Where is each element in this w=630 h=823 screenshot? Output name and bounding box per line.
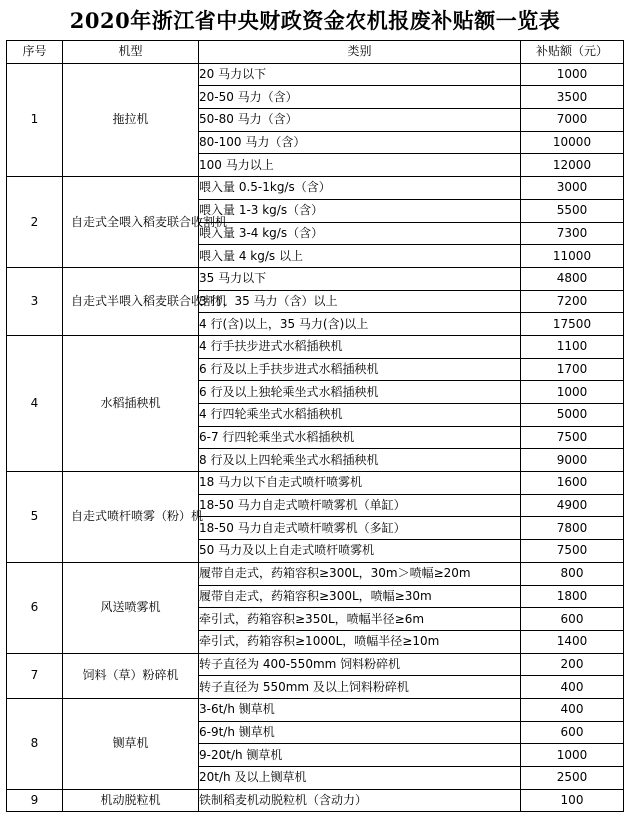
subsidy-cell: 1100 xyxy=(521,335,624,358)
category-cell: 喂入量 1-3 kg/s（含） xyxy=(199,199,521,222)
subsidy-cell: 3500 xyxy=(521,86,624,109)
category-cell: 4 行(含)以上，35 马力(含)以上 xyxy=(199,313,521,336)
category-cell: 4 行手扶步进式水稻插秧机 xyxy=(199,335,521,358)
subsidy-cell: 600 xyxy=(521,721,624,744)
category-cell: 履带自走式，药箱容积≥300L，喷幅≥30m xyxy=(199,585,521,608)
group-number: 8 xyxy=(7,698,63,789)
subsidy-cell: 7500 xyxy=(521,540,624,563)
subsidy-cell: 7500 xyxy=(521,426,624,449)
header-model: 机型 xyxy=(63,41,199,64)
group-number: 7 xyxy=(7,653,63,698)
category-cell: 50 马力及以上自走式喷杆喷雾机 xyxy=(199,540,521,563)
subsidy-cell: 100 xyxy=(521,789,624,812)
machine-model: 机动脱粒机 xyxy=(63,789,199,812)
subsidy-cell: 7200 xyxy=(521,290,624,313)
category-cell: 20 马力以下 xyxy=(199,63,521,86)
category-cell: 6-7 行四轮乘坐式水稻插秧机 xyxy=(199,426,521,449)
category-cell: 18 马力以下自走式喷杆喷雾机 xyxy=(199,472,521,495)
subsidy-cell: 11000 xyxy=(521,245,624,268)
subsidy-cell: 1700 xyxy=(521,358,624,381)
subsidy-cell: 1400 xyxy=(521,630,624,653)
category-cell: 80-100 马力（含） xyxy=(199,131,521,154)
subsidy-cell: 1800 xyxy=(521,585,624,608)
machine-model: 拖拉机 xyxy=(63,63,199,176)
group-number: 4 xyxy=(7,335,63,471)
subsidy-cell: 1000 xyxy=(521,381,624,404)
document-title: 2020年浙江省中央财政资金农机报废补贴额一览表 xyxy=(69,8,561,33)
table-row xyxy=(7,653,624,676)
category-cell: 20-50 马力（含） xyxy=(199,86,521,109)
category-cell: 18-50 马力自走式喷杆喷雾机（单缸） xyxy=(199,494,521,517)
machine-model: 自走式全喂入稻麦联合收割机 xyxy=(63,177,199,268)
group-number: 9 xyxy=(7,789,63,812)
group-number: 3 xyxy=(7,267,63,335)
subsidy-cell: 400 xyxy=(521,698,624,721)
subsidy-cell: 1000 xyxy=(521,63,624,86)
category-cell: 牵引式，药箱容积≥350L，喷幅半径≥6m xyxy=(199,608,521,631)
table-row xyxy=(7,698,624,721)
category-cell: 牵引式，药箱容积≥1000L，喷幅半径≥10m xyxy=(199,630,521,653)
table-row xyxy=(7,335,624,358)
table-header-row xyxy=(7,41,624,64)
table-row xyxy=(7,472,624,495)
machine-model: 铡草机 xyxy=(63,698,199,789)
subsidy-cell: 12000 xyxy=(521,154,624,177)
group-number: 6 xyxy=(7,562,63,653)
category-cell: 18-50 马力自走式喷杆喷雾机（多缸） xyxy=(199,517,521,540)
group-number: 1 xyxy=(7,63,63,176)
table-row xyxy=(7,789,624,812)
machine-model: 自走式喷杆喷雾（粉）机 xyxy=(63,472,199,563)
category-cell: 20t/h 及以上铡草机 xyxy=(199,767,521,790)
subsidy-cell: 400 xyxy=(521,676,624,699)
header-no: 序号 xyxy=(7,41,63,64)
subsidy-cell: 1600 xyxy=(521,472,624,495)
group-number: 5 xyxy=(7,472,63,563)
category-cell: 履带自走式，药箱容积≥300L，30m＞喷幅≥20m xyxy=(199,562,521,585)
table-row xyxy=(7,177,624,200)
machine-model: 风送喷雾机 xyxy=(63,562,199,653)
subsidy-cell: 5000 xyxy=(521,404,624,427)
category-cell: 35 马力以下 xyxy=(199,267,521,290)
table-row xyxy=(7,562,624,585)
subsidy-cell: 17500 xyxy=(521,313,624,336)
category-cell: 6 行及以上手扶步进式水稻插秧机 xyxy=(199,358,521,381)
table-body xyxy=(7,63,624,812)
category-cell: 8 行及以上四轮乘坐式水稻插秧机 xyxy=(199,449,521,472)
subsidy-cell: 7300 xyxy=(521,222,624,245)
category-cell: 50-80 马力（含） xyxy=(199,109,521,132)
category-cell: 转子直径为 400-550mm 饲料粉碎机 xyxy=(199,653,521,676)
machine-model: 饲料（草）粉碎机 xyxy=(63,653,199,698)
table-row xyxy=(7,267,624,290)
machine-model: 水稻插秧机 xyxy=(63,335,199,471)
header-category: 类别 xyxy=(199,41,521,64)
subsidy-cell: 4900 xyxy=(521,494,624,517)
category-cell: 9-20t/h 铡草机 xyxy=(199,744,521,767)
table-row xyxy=(7,63,624,86)
subsidy-table xyxy=(6,40,624,812)
category-cell: 3-6t/h 铡草机 xyxy=(199,698,521,721)
subsidy-cell: 2500 xyxy=(521,767,624,790)
category-cell: 喂入量 0.5-1kg/s（含） xyxy=(199,177,521,200)
category-cell: 6 行及以上独轮乘坐式水稻插秧机 xyxy=(199,381,521,404)
subsidy-cell: 3000 xyxy=(521,177,624,200)
subsidy-cell: 200 xyxy=(521,653,624,676)
subsidy-cell: 1000 xyxy=(521,744,624,767)
subsidy-cell: 800 xyxy=(521,562,624,585)
category-cell: 喂入量 3-4 kg/s（含） xyxy=(199,222,521,245)
category-cell: 4 行四轮乘坐式水稻插秧机 xyxy=(199,404,521,427)
subsidy-cell: 9000 xyxy=(521,449,624,472)
subsidy-cell: 5500 xyxy=(521,199,624,222)
category-cell: 转子直径为 550mm 及以上饲料粉碎机 xyxy=(199,676,521,699)
group-number: 2 xyxy=(7,177,63,268)
category-cell: 3 行，35 马力（含）以上 xyxy=(199,290,521,313)
subsidy-cell: 4800 xyxy=(521,267,624,290)
subsidy-cell: 7000 xyxy=(521,109,624,132)
subsidy-cell: 7800 xyxy=(521,517,624,540)
machine-model: 自走式半喂入稻麦联合收割机 xyxy=(63,267,199,335)
header-subsidy: 补贴额（元） xyxy=(521,41,624,64)
category-cell: 6-9t/h 铡草机 xyxy=(199,721,521,744)
category-cell: 喂入量 4 kg/s 以上 xyxy=(199,245,521,268)
subsidy-cell: 600 xyxy=(521,608,624,631)
category-cell: 100 马力以上 xyxy=(199,154,521,177)
category-cell: 铁制稻麦机动脱粒机（含动力） xyxy=(199,789,521,812)
subsidy-cell: 10000 xyxy=(521,131,624,154)
